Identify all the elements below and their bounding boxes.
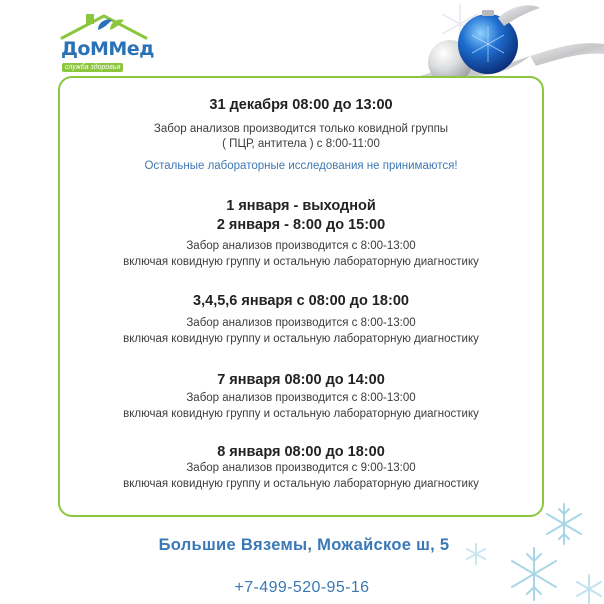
schedule-warning: Остальные лабораторные исследования не принимаются! — [144, 160, 458, 172]
schedule-note: включая ковидную группу и остальную лабораторную диагностику — [123, 333, 479, 345]
logo-name: ДоММед — [61, 38, 155, 60]
schedule-card — [58, 76, 544, 517]
schedule-note: включая ковидную группу и остальную лабораторную диагностику — [123, 256, 479, 268]
schedule-note: Забор анализов производится с 8:00-13:00 — [186, 392, 416, 404]
logo-tagline: служба здоровья — [62, 63, 123, 72]
schedule-title: 7 января 08:00 до 14:00 — [217, 372, 385, 388]
schedule-note: включая ковидную группу и остальную лабораторную диагностику — [123, 408, 479, 420]
schedule-note: Забор анализов производится с 9:00-13:00 — [186, 462, 416, 474]
schedule-title: 1 января - выходной — [226, 198, 376, 214]
schedule-title: 8 января 08:00 до 18:00 — [217, 444, 385, 460]
clinic-address: Большие Вяземы, Можайское ш, 5 — [158, 536, 450, 554]
schedule-note: Забор анализов производится с 8:00-13:00 — [186, 317, 416, 329]
house-roof-icon — [58, 10, 150, 40]
schedule-note: Забор анализов производится только ковидной группы — [153, 123, 449, 135]
schedule-note: Забор анализов производится с 8:00-13:00 — [186, 240, 416, 252]
schedule-title: 3,4,5,6 января с 08:00 до 18:00 — [193, 293, 409, 309]
clinic-phone[interactable]: +7-499-520-95-16 — [234, 579, 370, 596]
schedule-title: 31 декабря 08:00 до 13:00 — [209, 97, 393, 113]
clinic-logo — [58, 10, 155, 71]
schedule-note: включая ковидную группу и остальную лабораторную диагностику — [123, 478, 479, 490]
schedule-title: 2 января - 8:00 до 15:00 — [216, 217, 386, 233]
schedule-note: ( ПЦР, антитела ) с 8:00-11:00 — [222, 138, 380, 150]
